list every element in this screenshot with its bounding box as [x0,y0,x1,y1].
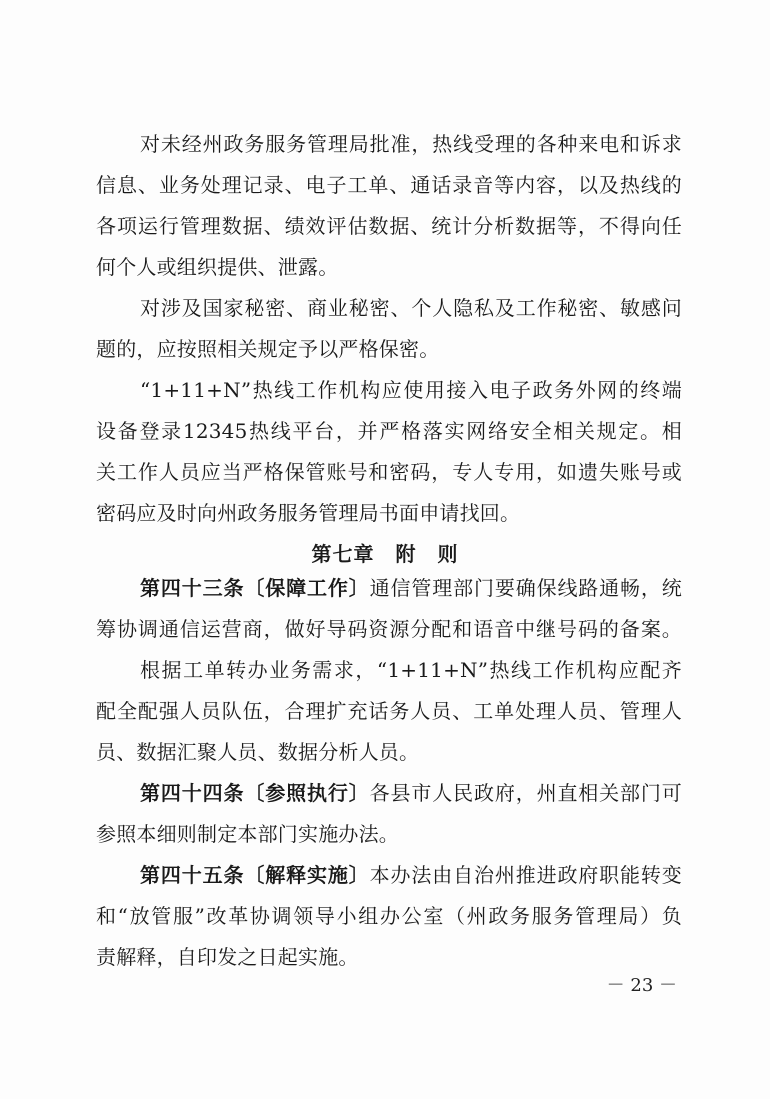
para4-line3: 员、数据汇聚人员、数据分析人员。 [96,740,420,764]
article43-line2: 筹协调通信运营商，做好导码资源分配和语音中继号码的备案。 [96,617,682,641]
para1-line2: 信息、业务处理记录、电子工单、通话录音等内容，以及热线的 [96,173,682,197]
article44-line1-text: 各县市人民政府，州直相关部门可 [369,781,682,805]
article44-label: 第四十四条〔参照执行〕 [140,781,370,805]
para3-line1: “1+11+N”热线工作机构应使用接入电子政务外网的终端 [140,378,682,402]
para3-line3: 关工作人员应当严格保管账号和密码，专人专用，如遗失账号或 [96,460,682,484]
article44-line2: 参照本细则制定本部门实施办法。 [96,822,399,846]
para2-line1: 对涉及国家秘密、商业秘密、个人隐私及工作秘密、敏感问 [140,296,682,320]
para1-line1: 对未经州政务服务管理局批准，热线受理的各种来电和诉求 [140,132,682,156]
article43-line1-text: 通信管理部门要确保线路通畅，统 [369,576,682,600]
article45-line1-text: 本办法由自治州推进政府职能转变 [369,863,682,887]
para1-line3: 各项运行管理数据、绩效评估数据、统计分析数据等，不得向任 [96,214,682,238]
article45-line1 [140,861,682,889]
page-number: － 23 － [606,975,677,996]
para2-line2: 题的，应按照相关规定予以严格保密。 [96,337,440,361]
para3-line4: 密码应及时向州政务服务管理局书面申请找回。 [96,501,521,525]
para1-line4: 何个人或组织提供、泄露。 [96,255,339,279]
article43-label: 第四十三条〔保障工作〕 [140,576,370,600]
chapter-title-text: 第七章 附 则 [311,542,459,566]
article45-label: 第四十五条〔解释实施〕 [140,863,370,887]
article44-line1 [140,779,682,807]
article45-line2: 和“放管服”改革协调领导小组办公室（州政务服务管理局）负 [96,904,682,928]
article45-line3: 责解释，自印发之日起实施。 [96,945,359,969]
chapter-title [0,540,770,568]
article43-line1 [140,574,682,602]
para4-line1: 根据工单转办业务需求，“1+11+N”热线工作机构应配齐 [140,658,682,682]
para3-line2: 设备登录12345热线平台，并严格落实网络安全相关规定。相 [96,419,682,443]
para4-line2: 配全配强人员队伍，合理扩充话务人员、工单处理人员、管理人 [96,699,682,723]
